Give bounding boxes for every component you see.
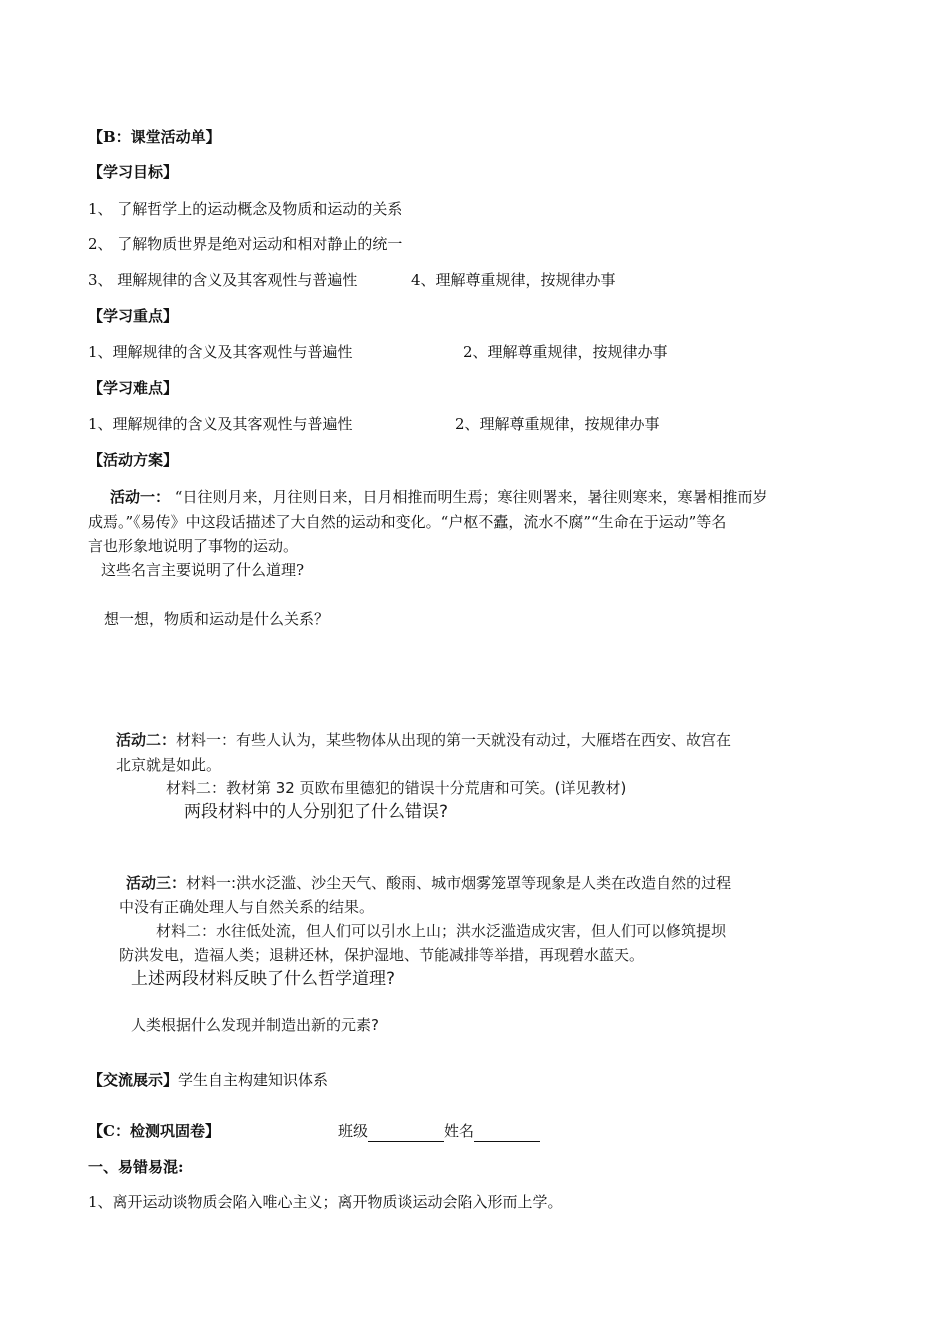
errors-heading: 一、易错易混: [88,1158,184,1176]
activity1-question2: 想一想，物质和运动是什么关系？ [104,610,330,628]
activity1-question1: 这些名言主要说明了什么道理? [101,561,305,579]
goal-item-4: 4、理解尊重规律，按规律办事 [411,271,616,289]
activity3-question2: 人类根据什么发现并制造出新的元素? [131,1016,379,1034]
goal-item-1: 1、 了解哲学上的运动概念及物质和运动的关系 [88,200,403,218]
errors-item-1: 1、离开运动谈物质会陷入唯心主义；离开物质谈运动会陷入形而上学。 [88,1193,563,1211]
activity2-line1 [116,729,731,751]
difficulty-2: 2、理解尊重规律，按规律办事 [455,415,660,433]
activity1-text-line3: 言也形象地说明了事物的运动。 [88,537,299,555]
goal-item-2: 2、 了解物质世界是绝对运动和相对静止的统一 [88,235,403,253]
activity3-material1: 材料一:洪水泛滥、沙尘天气、酸雨、城市烟雾笼罩等现象是人类在改造自然的过程 [186,874,732,892]
activity1-text-line2: 成焉。”《易传》中这段话描述了大自然的运动和变化。“户枢不蠹，流水不腐”“生命在于运动”等名 [88,513,727,531]
activity1-label: 活动一： [110,488,171,506]
activity2-label: 活动二： [116,731,177,749]
exchange-text: 学生自主构建知识体系 [178,1071,329,1089]
activity1-line1 [110,486,767,508]
key-point-2: 2、理解尊重规律，按规律办事 [463,343,668,361]
activity2-material1: 材料一：有些人认为，某些物体从出现的第一天就没有动过，大雁塔在西安、故宫在 [176,731,732,749]
activity1-text-line1: “日往则月来，月往则日来，日月相推而明生焉；寒往则署来，暑往则寒来，寒暑相推而岁 [174,488,768,506]
activity3-question1: 上述两段材料反映了什么哲学道理? [131,969,396,989]
activity2-line2: 北京就是如此。 [116,756,222,774]
activity3-material2: 材料二：水往低处流，但人们可以引水上山；洪水泛滥造成灾害，但人们可以修筑提坝 [156,922,727,940]
difficulties-heading: 【学习难点】 [88,379,179,397]
activity2-question: 两段材料中的人分别犯了什么错误? [184,802,449,822]
section-b-title: 【B：课堂活动单】 [88,128,221,146]
goal-item-3: 3、 理解规律的含义及其客观性与普遍性 [88,271,358,289]
activity-plan-heading: 【活动方案】 [88,451,179,469]
learning-goals-heading: 【学习目标】 [88,163,179,181]
activity3-line1 [126,872,731,894]
name-blank[interactable] [474,1125,540,1142]
name-label: 姓名 [444,1122,475,1140]
exchange-line [88,1069,328,1091]
activity3-line2: 中没有正确处理人与自然关系的结果。 [119,898,375,916]
key-point-1: 1、理解规律的含义及其客观性与普遍性 [88,343,353,361]
class-blank[interactable] [368,1125,444,1142]
class-name-fields [338,1120,540,1142]
key-points-heading: 【学习重点】 [88,307,179,325]
difficulty-1: 1、理解规律的含义及其客观性与普遍性 [88,415,353,433]
activity3-label: 活动三： [126,874,187,892]
activity2-material2: 材料二：教材第 32 页欧布里德犯的错误十分荒唐和可笑。(详见教材) [166,779,627,797]
exchange-heading: 【交流展示】 [88,1071,179,1089]
activity3-line4: 防洪发电，造福人类；退耕还林，保护湿地、节能减排等举措，再现碧水蓝天。 [119,946,645,964]
class-label: 班级 [338,1122,369,1140]
section-c-title: 【C：检测巩固卷】 [88,1122,220,1140]
